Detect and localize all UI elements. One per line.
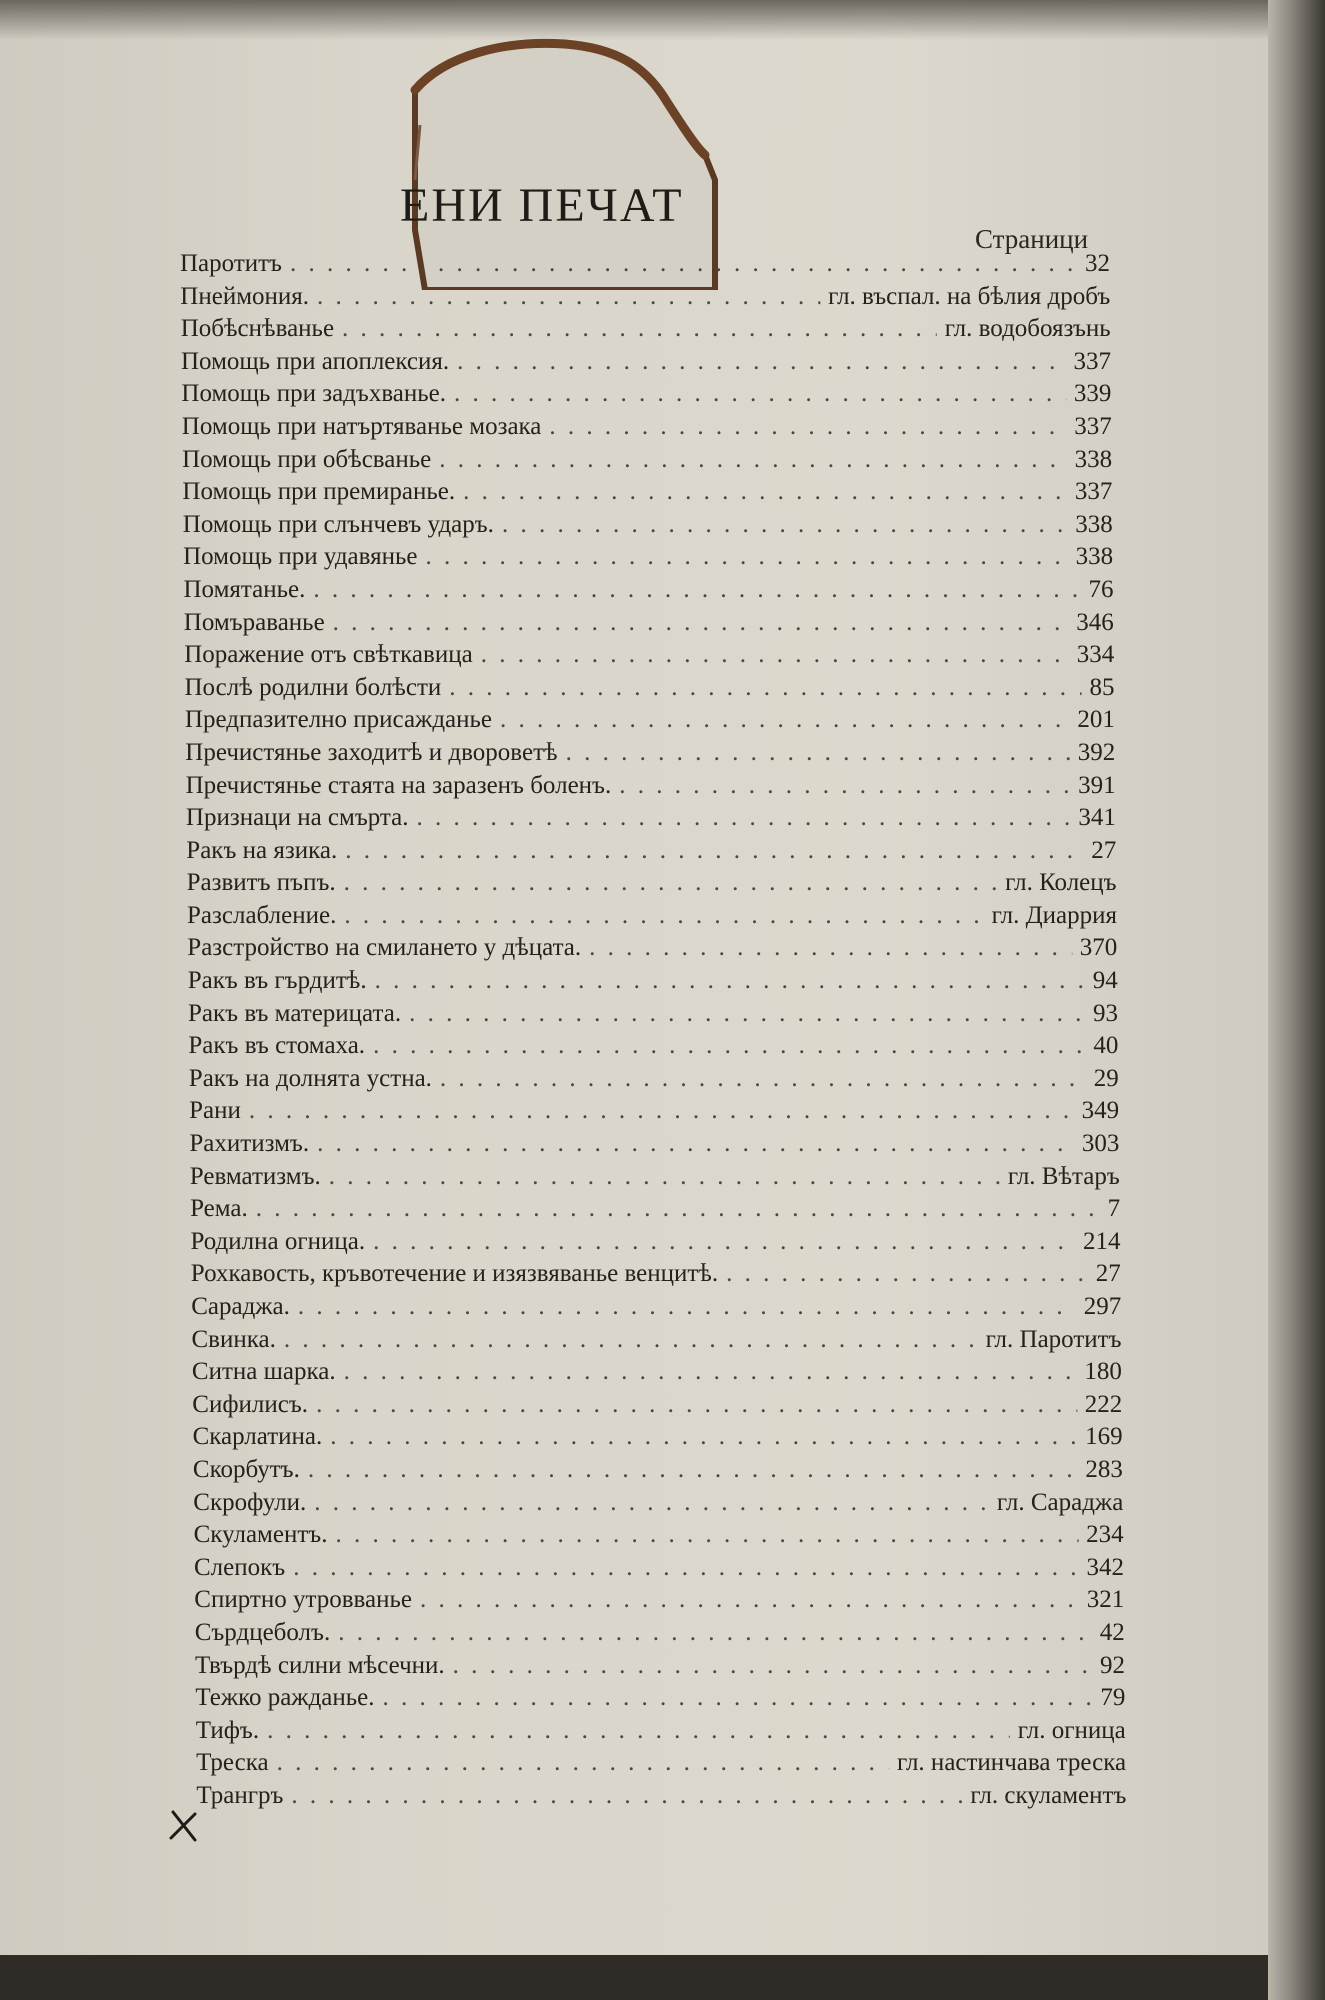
entry-term: Ревматизмъ. [189, 1162, 321, 1190]
dot-leader [290, 250, 1077, 278]
index-entry [183, 511, 1113, 544]
index-entry [185, 674, 1115, 707]
entry-term: Рохкавость, кръвотечение и изязвяванье венцитѣ. [190, 1260, 719, 1288]
entry-term: Поражение отъ свѣткавица [184, 641, 473, 669]
entry-page-ref: 283 [1085, 1455, 1123, 1483]
entry-term: Скарлатина. [192, 1423, 323, 1451]
dot-leader [375, 967, 1085, 995]
index-entry [191, 1228, 1121, 1261]
entry-page-ref: гл. Паротитъ [985, 1325, 1122, 1353]
entry-page-ref: гл. огница [1017, 1716, 1126, 1744]
entry-term: Твърдѣ силни мѣсечни. [195, 1651, 445, 1679]
entry-page-ref: 392 [1077, 738, 1116, 766]
entry-term: Разслабление. [187, 901, 337, 929]
dot-leader [457, 348, 1065, 376]
entry-term: Помятанье. [183, 575, 306, 603]
entry-page-ref: гл. въспал. на бѣлия дробъ [828, 282, 1111, 310]
index-entry [188, 1000, 1118, 1033]
dot-leader [426, 543, 1068, 571]
dot-leader [549, 413, 1066, 441]
dot-leader [344, 1358, 1077, 1386]
dot-leader [453, 1652, 1092, 1680]
entry-page-ref: 337 [1073, 347, 1111, 375]
index-entry [187, 902, 1117, 935]
entry-page-ref: гл. Вѣтаръ [1007, 1162, 1120, 1190]
entry-page-ref: гл. Сараджа [996, 1488, 1124, 1516]
entry-term: Пнеймония. [180, 282, 310, 310]
dot-leader [500, 706, 1069, 734]
entry-page-ref: 85 [1089, 673, 1115, 701]
index-entry [185, 739, 1115, 772]
entry-page-ref: 29 [1093, 1064, 1119, 1092]
index-entry [182, 478, 1112, 511]
entry-page-ref: 201 [1077, 706, 1115, 734]
entry-term: Предпазително присажданье [184, 706, 493, 734]
index-entry [196, 1717, 1126, 1750]
dot-leader [420, 1586, 1079, 1614]
index-entry [186, 772, 1116, 805]
entry-term: Помощь при натъртяванье мозака [181, 412, 542, 440]
entry-term: Тифъ. [195, 1716, 260, 1744]
entry-term: Скуламентъ. [193, 1521, 328, 1549]
index-entry [195, 1619, 1125, 1652]
dot-leader [313, 576, 1080, 604]
index-entry [182, 413, 1112, 446]
entry-term: Рема. [190, 1195, 248, 1223]
entry-term: Пречистянье заходитѣ и дворовeтѣ [185, 738, 558, 766]
entry-page-ref: 349 [1081, 1097, 1120, 1125]
index-entry [183, 543, 1113, 576]
entry-page-ref: 297 [1083, 1293, 1122, 1320]
entry-page-ref: 27 [1095, 1260, 1121, 1288]
entry-page-ref: 391 [1078, 771, 1116, 799]
entry-page-ref: 93 [1093, 999, 1118, 1027]
entry-term: Пречистянье стаята на заразенъ боленъ. [185, 771, 612, 799]
entry-term: Свинка. [191, 1325, 276, 1353]
dot-leader [317, 1130, 1074, 1158]
entry-term: Ракъ на долнята устна. [188, 1064, 432, 1092]
entry-term: Скрофули. [193, 1488, 307, 1516]
dot-leader [409, 1000, 1085, 1028]
entry-term: Сараджа. [191, 1293, 290, 1320]
index-entry [194, 1586, 1124, 1619]
dot-leader [267, 1717, 1010, 1745]
index-entry [194, 1521, 1124, 1554]
dot-leader [481, 641, 1069, 669]
entry-page-ref: 339 [1073, 380, 1112, 408]
index-entry [192, 1358, 1122, 1391]
dot-leader [449, 674, 1081, 702]
entry-term: Треска [196, 1749, 269, 1777]
entry-page-ref: 337 [1074, 478, 1113, 506]
entry-term: Спиртно утровванье [194, 1586, 412, 1614]
index-entry [188, 967, 1118, 1000]
entry-page-ref: гл. Колецъ [1005, 869, 1117, 897]
entry-page-ref: 334 [1076, 641, 1115, 669]
entry-page-ref: 180 [1084, 1358, 1122, 1386]
entry-page-ref: 40 [1093, 1032, 1119, 1060]
entry-page-ref: 42 [1099, 1618, 1125, 1646]
index-entry [189, 1065, 1119, 1098]
dot-leader [291, 1782, 962, 1810]
entry-page-ref: 79 [1100, 1684, 1126, 1712]
entry-term: Разстройство на смилането у дѣцата. [187, 934, 582, 962]
entry-term: Ракъ въ стомаха. [188, 1032, 366, 1060]
index-entry [191, 1293, 1121, 1326]
index-entry [190, 1163, 1120, 1196]
index-entry [184, 609, 1114, 642]
index-entry [190, 1195, 1120, 1228]
entry-page-ref: 214 [1083, 1227, 1121, 1255]
index-entry [182, 446, 1112, 479]
index-entry [191, 1260, 1121, 1293]
index-entry [192, 1391, 1122, 1424]
dot-leader [439, 446, 1066, 474]
dot-leader [333, 609, 1069, 637]
top-shadow [0, 0, 1325, 40]
dot-leader [342, 315, 937, 343]
entry-page-ref: гл. Диаррия [991, 901, 1117, 929]
entry-term: Трангръ [196, 1781, 284, 1809]
dot-leader [440, 1065, 1086, 1093]
index-entry [192, 1326, 1122, 1359]
entry-term: Скорбутъ. [192, 1455, 300, 1483]
index-entry [181, 380, 1111, 413]
index-entry [181, 315, 1111, 348]
dot-leader [335, 1521, 1078, 1549]
index-entry [185, 706, 1115, 739]
entry-term: Рахитизмъ. [189, 1130, 310, 1158]
dot-leader [726, 1260, 1088, 1288]
entry-term: Помощь при слънчевъ ударъ. [182, 510, 494, 538]
dot-leader [277, 1749, 889, 1777]
index-entry [196, 1749, 1126, 1782]
dot-leader [589, 934, 1072, 962]
dot-leader [619, 772, 1070, 800]
dot-leader [256, 1195, 1100, 1223]
dot-leader [383, 1684, 1093, 1712]
entry-page-ref: 234 [1086, 1521, 1124, 1549]
entry-term: Сифилисъ. [192, 1390, 309, 1418]
entry-term: Помощь при апоплексия. [181, 347, 450, 375]
entry-term: Послѣ родилни болѣсти [184, 673, 442, 701]
index-entry [195, 1684, 1125, 1717]
index-entry [187, 934, 1117, 967]
index-entry [184, 641, 1114, 674]
dot-leader [463, 478, 1067, 506]
entry-page-ref: 337 [1074, 412, 1112, 440]
dot-leader [317, 283, 820, 311]
entry-term: Развитъ пъпъ. [186, 869, 336, 897]
entry-page-ref: 338 [1074, 445, 1113, 473]
entry-page-ref: 27 [1091, 836, 1117, 864]
index-entry [186, 804, 1116, 837]
index-entry [181, 348, 1111, 381]
dot-leader [417, 804, 1071, 832]
index-entry [195, 1652, 1125, 1685]
dot-leader [566, 739, 1070, 767]
index-entry [187, 869, 1117, 902]
entry-term: Ситна шарка. [191, 1358, 336, 1386]
index-entry [193, 1423, 1123, 1456]
index-entry [188, 1032, 1118, 1065]
index-entry [184, 576, 1114, 609]
entry-term: Помощь при обѣсванье [182, 445, 432, 473]
entry-page-ref: 321 [1086, 1586, 1125, 1614]
page-heading-fragment: ЕНИ ПЕЧАТ [400, 179, 684, 232]
dot-leader [344, 902, 983, 930]
entry-page-ref: гл. скуламентъ [970, 1781, 1127, 1809]
entry-term: Ракъ въ гърдитѣ. [187, 967, 367, 995]
entry-term: Родилна огница. [190, 1227, 366, 1255]
index-entry [189, 1097, 1119, 1130]
entry-page-ref: гл. водобоязънь [944, 315, 1111, 343]
dot-leader [502, 511, 1067, 539]
entry-term: Помощь при задъхванье. [181, 380, 447, 408]
dot-leader [329, 1163, 1000, 1191]
entry-page-ref: 370 [1079, 934, 1118, 962]
entry-page-ref: 338 [1075, 510, 1113, 538]
entry-page-ref: 341 [1078, 804, 1116, 832]
pages-column-label: Страници [975, 224, 1089, 254]
entry-term: Помощь при удавянье [183, 543, 418, 571]
entry-page-ref: 342 [1086, 1553, 1124, 1581]
entry-page-ref: 7 [1107, 1195, 1121, 1223]
index-entry [193, 1489, 1123, 1522]
index-entry [194, 1554, 1124, 1587]
entry-page-ref: 76 [1088, 575, 1114, 603]
index-entry [180, 250, 1110, 283]
entry-term: Сърдцеболъ. [194, 1618, 331, 1646]
dot-leader [338, 1619, 1091, 1647]
dot-leader [298, 1293, 1076, 1321]
dot-leader [314, 1489, 989, 1517]
entry-page-ref: 32 [1085, 250, 1110, 277]
entry-page-ref: 222 [1084, 1390, 1123, 1418]
entry-term: Паротитъ [180, 250, 282, 277]
dot-leader [373, 1228, 1075, 1256]
dot-leader [345, 837, 1083, 865]
index-entry [189, 1130, 1119, 1163]
entry-term: Помощь при премиранье. [182, 478, 456, 506]
entry-term: Ракъ въ материцата. [188, 999, 402, 1027]
entry-term: Помъраванье [183, 608, 325, 636]
index-entry [193, 1456, 1123, 1489]
entry-term: Ракъ на язика. [186, 836, 338, 864]
index-entry [196, 1782, 1126, 1815]
dot-leader [344, 869, 998, 897]
entry-page-ref: 303 [1081, 1130, 1120, 1158]
entry-page-ref: 169 [1085, 1423, 1123, 1451]
entry-page-ref: 338 [1075, 543, 1114, 571]
index-list [180, 250, 1127, 1815]
handwritten-x-mark [165, 1808, 205, 1844]
dot-leader [373, 1032, 1085, 1060]
entry-page-ref: 94 [1092, 967, 1118, 995]
dot-leader [293, 1554, 1078, 1582]
dot-leader [284, 1326, 978, 1354]
index-entry [186, 837, 1116, 870]
entry-term: Побѣснѣванье [180, 315, 335, 343]
entry-page-ref: 92 [1100, 1651, 1125, 1679]
dot-leader [316, 1391, 1077, 1419]
dot-leader [330, 1423, 1077, 1451]
entry-page-ref: 346 [1076, 608, 1114, 636]
entry-term: Тежко ражданье. [195, 1684, 375, 1712]
dot-leader [308, 1456, 1078, 1484]
entry-term: Слепокъ [194, 1553, 286, 1581]
dot-leader [454, 380, 1066, 408]
book-edge [1268, 0, 1325, 2000]
index-entry [180, 283, 1110, 316]
entry-page-ref: гл. настинчава треска [896, 1749, 1127, 1777]
dot-leader [249, 1097, 1074, 1125]
entry-term: Признаци на смърта. [185, 804, 409, 832]
entry-term: Рани [189, 1097, 241, 1125]
